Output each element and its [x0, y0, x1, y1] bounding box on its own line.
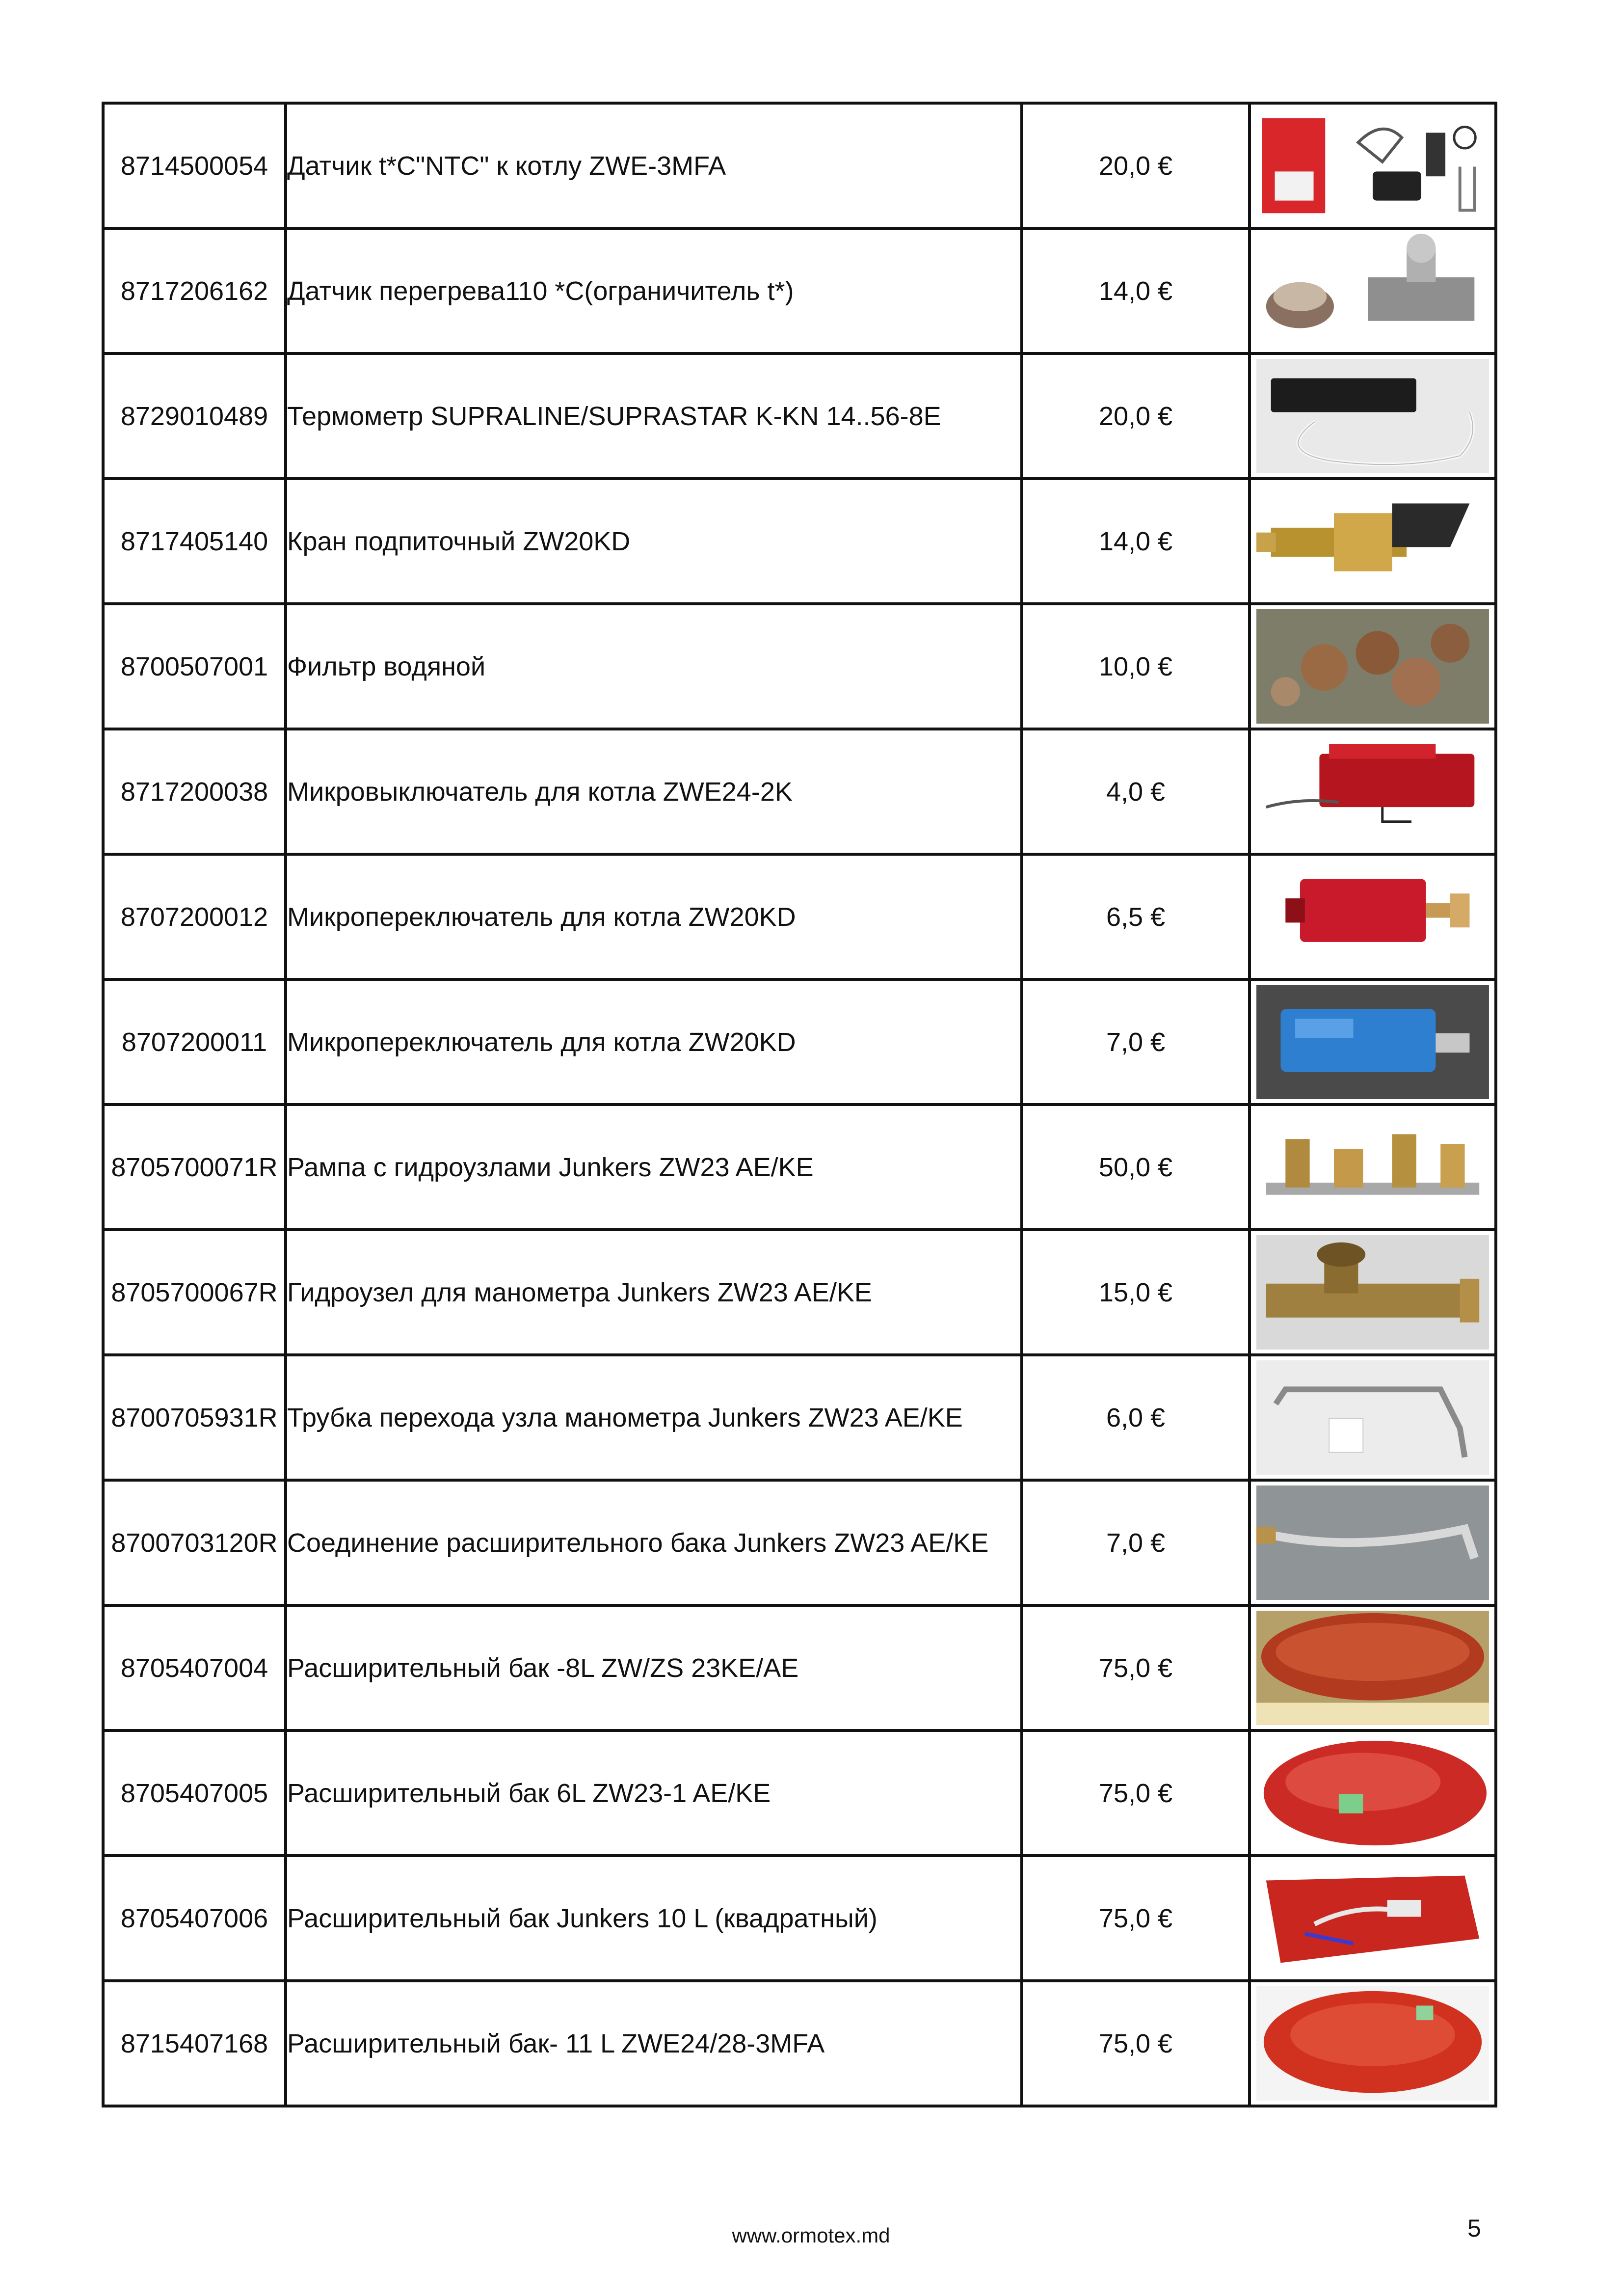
- part-name: Микропереключатель для котла ZW20KD: [286, 854, 1022, 979]
- table-row: [103, 228, 1496, 353]
- expansion-tank-11l-icon: [1255, 1986, 1490, 2101]
- part-code: 8707200012: [103, 854, 286, 979]
- part-code: 8705407004: [103, 1605, 286, 1730]
- flexible-hose-icon: [1255, 1486, 1490, 1600]
- table-row: [103, 1981, 1496, 2106]
- part-name: Расширительный бак -8L ZW/ZS 23KE/AE: [286, 1605, 1022, 1730]
- part-price: 75,0 €: [1022, 1856, 1250, 1981]
- part-code: 8715407168: [103, 1981, 286, 2106]
- part-name: Соединение расширительного бака Junkers ZW23 AE/KE: [286, 1480, 1022, 1605]
- part-code: 8714500054: [103, 103, 286, 228]
- table-row: [103, 479, 1496, 604]
- expansion-tank-8l-icon: [1255, 1611, 1490, 1725]
- table-row: [103, 854, 1496, 979]
- part-price: 20,0 €: [1022, 103, 1250, 228]
- microswitch-blue-icon: [1255, 985, 1490, 1099]
- part-name: Рампа с гидроузлами Junkers ZW23 AE/KE: [286, 1105, 1022, 1230]
- table-row: [103, 1730, 1496, 1856]
- part-code: 8717405140: [103, 479, 286, 604]
- overheat-sensor-icon: [1255, 234, 1490, 348]
- expansion-tank-square-icon: [1255, 1861, 1490, 1975]
- table-row: [103, 604, 1496, 729]
- microswitch-icon: [1255, 734, 1490, 849]
- part-name: Расширительный бак 6L ZW23-1 AE/KE: [286, 1730, 1022, 1856]
- part-price: 15,0 €: [1022, 1230, 1250, 1355]
- part-code: 8705407006: [103, 1856, 286, 1981]
- part-price: 10,0 €: [1022, 604, 1250, 729]
- part-name: Датчик t*C"NTC" к котлу ZWE-3MFA: [286, 103, 1022, 228]
- part-code: 8705700071R: [103, 1105, 286, 1230]
- part-name: Микровыключатель для котла ZWE24-2K: [286, 729, 1022, 854]
- part-name: Микропереключатель для котла ZW20KD: [286, 979, 1022, 1105]
- part-code: 8717200038: [103, 729, 286, 854]
- part-price: 14,0 €: [1022, 479, 1250, 604]
- table-row: [103, 1105, 1496, 1230]
- table-row: [103, 979, 1496, 1105]
- expansion-tank-6l-icon: [1255, 1736, 1490, 1850]
- thermometer-icon: [1255, 359, 1490, 473]
- table-row: [103, 103, 1496, 228]
- part-code: 8700703120R: [103, 1480, 286, 1605]
- part-code: 8700507001: [103, 604, 286, 729]
- part-name: Фильтр водяной: [286, 604, 1022, 729]
- part-code: 8705700067R: [103, 1230, 286, 1355]
- part-price: 4,0 €: [1022, 729, 1250, 854]
- part-code: 8717206162: [103, 228, 286, 353]
- table-row: [103, 1605, 1496, 1730]
- part-name: Расширительный бак- 11 L ZWE24/28-3MFA: [286, 1981, 1022, 2106]
- part-price: 75,0 €: [1022, 1981, 1250, 2106]
- table-row: [103, 1480, 1496, 1605]
- part-code: 8707200011: [103, 979, 286, 1105]
- microswitch-red-icon: [1255, 860, 1490, 974]
- pressure-gauge-block-icon: [1255, 1235, 1490, 1350]
- parts-table: [102, 102, 1497, 2107]
- table-row: [103, 353, 1496, 479]
- part-price: 6,0 €: [1022, 1355, 1250, 1480]
- part-price: 7,0 €: [1022, 979, 1250, 1105]
- part-name: Термометр SUPRALINE/SUPRASTAR K-KN 14..56-8E: [286, 353, 1022, 479]
- part-name: Кран подпиточный ZW20KD: [286, 479, 1022, 604]
- part-price: 50,0 €: [1022, 1105, 1250, 1230]
- part-name: Трубка перехода узла манометра Junkers ZW23 AE/KE: [286, 1355, 1022, 1480]
- table-row: [103, 1230, 1496, 1355]
- part-name: Гидроузел для манометра Junkers ZW23 AE/KE: [286, 1230, 1022, 1355]
- part-price: 7,0 €: [1022, 1480, 1250, 1605]
- part-name: Расширительный бак Junkers 10 L (квадратный): [286, 1856, 1022, 1981]
- page-number: 5: [1467, 2215, 1481, 2242]
- part-code: 8705407005: [103, 1730, 286, 1856]
- part-price: 14,0 €: [1022, 228, 1250, 353]
- part-price: 6,5 €: [1022, 854, 1250, 979]
- part-code: 8700705931R: [103, 1355, 286, 1480]
- part-name: Датчик перегрева110 *С(ограничитель t*): [286, 228, 1022, 353]
- part-price: 20,0 €: [1022, 353, 1250, 479]
- footer-url: www.ormotex.md: [732, 2224, 890, 2247]
- table-row: [103, 1355, 1496, 1480]
- filling-valve-icon: [1255, 484, 1490, 598]
- table-row: [103, 729, 1496, 854]
- part-code: 8729010489: [103, 353, 286, 479]
- table-row: [103, 1856, 1496, 1981]
- bent-tube-icon: [1255, 1360, 1490, 1475]
- ntc-temperature-sensor-icon: [1255, 108, 1490, 223]
- hydraulic-ramp-icon: [1255, 1110, 1490, 1224]
- part-price: 75,0 €: [1022, 1605, 1250, 1730]
- water-filter-icon: [1255, 609, 1490, 724]
- part-price: 75,0 €: [1022, 1730, 1250, 1856]
